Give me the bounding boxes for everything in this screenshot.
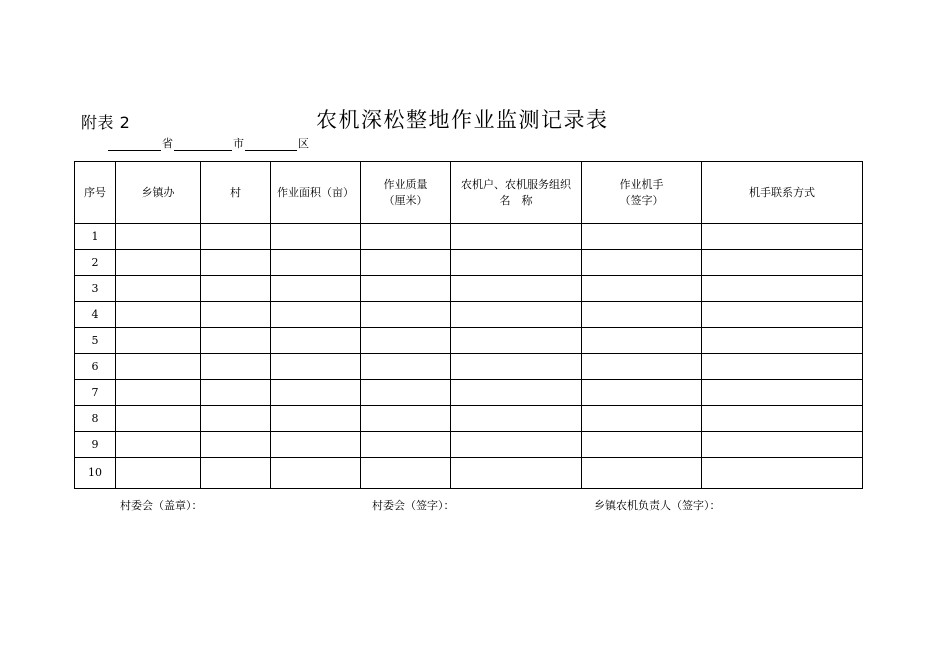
header-seq: 序号 [75,162,116,224]
operator-org-cell[interactable] [451,328,582,354]
header-operator-org: 农机户、农机服务组织 名 称 [451,162,582,224]
table-row [75,458,863,489]
city-label: 市 [233,137,244,150]
table-row [75,224,863,250]
table-row [75,302,863,328]
province-blank[interactable] [108,138,161,151]
operator-sign-cell[interactable] [582,406,702,432]
operator-sign-cell[interactable] [582,302,702,328]
operator-org-cell[interactable] [451,302,582,328]
district-blank[interactable] [245,138,297,151]
header-contact: 机手联系方式 [702,162,863,224]
area-cell[interactable] [271,380,361,406]
area-cell[interactable] [271,250,361,276]
row-number-cell: 5 [75,328,116,354]
annex-label: 附表 2 [81,113,131,132]
header-operator-sign: 作业机手 （签字） [582,162,702,224]
table-row [75,328,863,354]
table-row [75,354,863,380]
row-number-cell: 10 [75,458,116,489]
village-cell[interactable] [201,250,271,276]
township-cell[interactable] [116,224,201,250]
operator-sign-cell[interactable] [582,458,702,489]
township-cell[interactable] [116,458,201,489]
quality-cell[interactable] [361,406,451,432]
row-number-cell: 9 [75,432,116,458]
operator-sign-cell[interactable] [582,276,702,302]
quality-cell[interactable] [361,458,451,489]
quality-cell[interactable] [361,302,451,328]
row-number-cell: 3 [75,276,116,302]
contact-cell[interactable] [702,302,863,328]
location-line [108,135,310,151]
operator-org-cell[interactable] [451,380,582,406]
contact-cell[interactable] [702,432,863,458]
township-cell[interactable] [116,302,201,328]
contact-cell[interactable] [702,458,863,489]
record-table [74,161,863,489]
contact-cell[interactable] [702,354,863,380]
village-cell[interactable] [201,328,271,354]
operator-sign-cell[interactable] [582,432,702,458]
contact-cell[interactable] [702,250,863,276]
document-title: 农机深松整地作业监测记录表 [316,108,609,132]
header-quality: 作业质量 （厘米） [361,162,451,224]
area-cell[interactable] [271,432,361,458]
row-number-cell: 4 [75,302,116,328]
header-area: 作业面积（亩） [271,162,361,224]
contact-cell[interactable] [702,328,863,354]
quality-cell[interactable] [361,432,451,458]
village-sign-label: 村委会（签字）： [372,499,455,512]
area-cell[interactable] [271,458,361,489]
quality-cell[interactable] [361,224,451,250]
township-sign-label: 乡镇农机负责人（签字）： [594,499,721,512]
header-township: 乡镇办 [116,162,201,224]
quality-cell[interactable] [361,380,451,406]
table-header-row [75,162,863,224]
township-cell[interactable] [116,328,201,354]
table-row [75,250,863,276]
table-row [75,432,863,458]
township-cell[interactable] [116,406,201,432]
township-cell[interactable] [116,250,201,276]
row-number-cell: 2 [75,250,116,276]
village-cell[interactable] [201,458,271,489]
table-body [75,224,863,489]
operator-org-cell[interactable] [451,458,582,489]
area-cell[interactable] [271,354,361,380]
contact-cell[interactable] [702,276,863,302]
township-cell[interactable] [116,276,201,302]
row-number-cell: 7 [75,380,116,406]
province-label: 省 [162,137,173,150]
row-number-cell: 1 [75,224,116,250]
township-cell[interactable] [116,380,201,406]
operator-org-cell[interactable] [451,276,582,302]
contact-cell[interactable] [702,224,863,250]
area-cell[interactable] [271,406,361,432]
operator-sign-cell[interactable] [582,328,702,354]
operator-org-cell[interactable] [451,354,582,380]
row-number-cell: 8 [75,406,116,432]
area-cell[interactable] [271,302,361,328]
village-cell[interactable] [201,406,271,432]
area-cell[interactable] [271,276,361,302]
city-blank[interactable] [174,138,232,151]
township-cell[interactable] [116,432,201,458]
operator-org-cell[interactable] [451,406,582,432]
area-cell[interactable] [271,328,361,354]
village-cell[interactable] [201,354,271,380]
table-row [75,406,863,432]
table-row [75,276,863,302]
operator-sign-cell[interactable] [582,380,702,406]
quality-cell[interactable] [361,354,451,380]
village-cell[interactable] [201,276,271,302]
quality-cell[interactable] [361,276,451,302]
operator-org-cell[interactable] [451,250,582,276]
operator-org-cell[interactable] [451,224,582,250]
header-village: 村 [201,162,271,224]
village-cell[interactable] [201,380,271,406]
quality-cell[interactable] [361,250,451,276]
row-number-cell: 6 [75,354,116,380]
operator-org-cell[interactable] [451,432,582,458]
village-cell[interactable] [201,432,271,458]
contact-cell[interactable] [702,380,863,406]
village-cell[interactable] [201,302,271,328]
operator-sign-cell[interactable] [582,250,702,276]
village-seal-label: 村委会（盖章）： [120,499,203,512]
quality-cell[interactable] [361,328,451,354]
township-cell[interactable] [116,354,201,380]
contact-cell[interactable] [702,406,863,432]
operator-sign-cell[interactable] [582,224,702,250]
village-cell[interactable] [201,224,271,250]
area-cell[interactable] [271,224,361,250]
operator-sign-cell[interactable] [582,354,702,380]
table-row [75,380,863,406]
district-label: 区 [298,137,309,150]
